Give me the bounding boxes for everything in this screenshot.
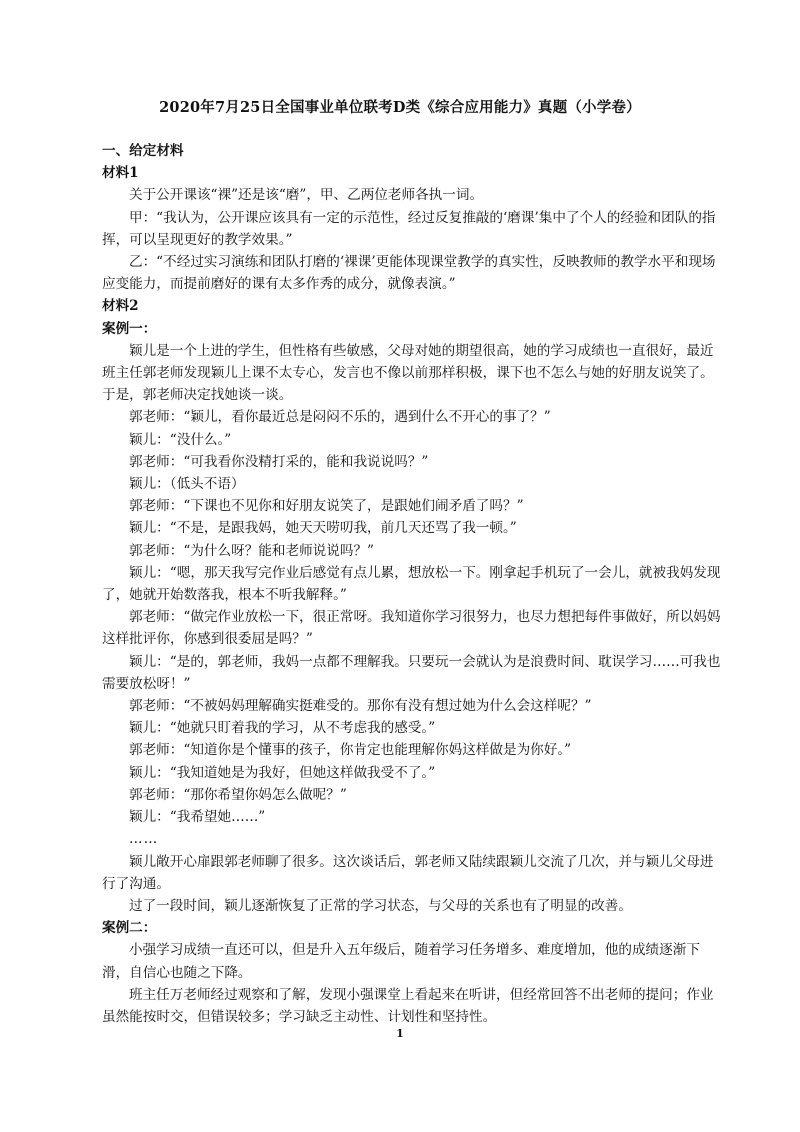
page-title: 2020年7月25日全国事业单位联考D类《综合应用能力》真题（小学卷） [159,99,641,116]
dialogue-line: 颖儿：（低头不语） [129,476,245,493]
dialogue-list [102,406,722,828]
material1-intro: 关于公开课该“裸”还是该“磨”，甲、乙两位老师各执一词。 [129,187,484,204]
dialogue-line: 颖儿：“是的，郭老师，我妈一点都不理解我。只要玩一会就认为是浪费时间、耽误学习……可我也需要放松呀！” [102,653,721,692]
dialogue-line: 颖儿：“我知道她是为我好，但她这样做我受不了。” [129,764,436,781]
dialogue-line: 郭老师：“知道你是个懂事的孩子，你肯定也能理解你妈这样做是为你好。” [129,742,572,759]
case2-paragraph-2: 班主任万老师经过观察和了解，发现小强课堂上看起来在听讲，但经常回答不出老师的提问；作业虽然能按时交，但错误较多；学习缺乏主动性、计划性和坚持性。 [102,986,714,1025]
dialogue-line: 颖儿：“没什么。” [129,431,232,448]
dialogue-line: 颖儿：“她就只盯着我的学习，从不考虑我的感受。” [129,720,436,737]
material1-yi: 乙：“不经过实习演练和团队打磨的‘裸课’更能体现课堂教学的真实性，反映教师的教学水平和现场应变能力，而提前磨好的课有太多作秀的成分，就像表演。” [102,254,716,293]
dialogue-line: 郭老师：“下课也不见你和好朋友说笑了，是跟她们闹矛盾了吗？” [129,498,524,515]
case1-intro: 颖儿是一个上进的学生，但性格有些敏感，父母对她的期望很高，她的学习成绩也一直很好，最近班主任郭老师发现颖儿上课不太专心，发言也不像以前那样积极，课下也不怎么与她的好朋友说笑了。于是，郭老师决定找她谈一谈。 [102,342,714,404]
dialogue-line: 颖儿：“嗯，那天我写完作业后感觉有点儿累，想放松一下。刚拿起手机玩了一会儿，就被我妈发现了，她就开始数落我，根本不听我解释。” [102,564,721,604]
dialogue-line: 郭老师：“可我看你没精打采的，能和我说说吗？” [129,453,429,470]
material1-heading: 材料1 [102,165,139,182]
dialogue-line: 郭老师：“做完作业放松一下，很正常呀。我知道你学习很努力，也尽力想把每件事做好，所以妈妈这样批评你，你感到很委屈是吗？” [102,609,721,648]
dialogue-line: 郭老师：“为什么呀？能和老师说说吗？” [129,542,374,559]
dialogue-line: 郭老师：“不被妈妈理解确实挺难受的。那你有没有想过她为什么会这样呢？” [129,698,592,715]
material1-jia: 甲：“我认为，公开课应该具有一定的示范性，经过反复推敲的‘磨课’集中了个人的经验和团队的指挥，可以呈现更好的教学效果。” [102,209,716,248]
dialogue-line: 颖儿：“我希望她……” [129,809,266,826]
document-body [102,140,722,1028]
case2-heading: 案例二： [102,920,157,937]
case1-after-2: 过了一段时间，颖儿逐渐恢复了正常的学习状态，与父母的关系也有了明显的改善。 [129,897,632,914]
page-number: 1 [396,1027,404,1040]
dialogue-ellipsis: …… [129,831,159,848]
case1-heading: 案例一： [102,320,157,337]
material2-heading: 材料2 [102,298,139,315]
dialogue-line: 郭老师：“那你希望你妈怎么做呢？” [129,786,347,803]
dialogue-line: 郭老师：“颖儿，看你最近总是闷闷不乐的，遇到什么不开心的事了？” [129,409,551,426]
dialogue-line: 颖儿：“不是，是跟我妈，她天天唠叨我，前几天还骂了我一顿。” [129,520,517,537]
case1-after-1: 颖儿敞开心扉跟郭老师聊了很多。这次谈话后，郭老师又陆续跟颖儿交流了几次，并与颖儿父母进行了沟通。 [102,853,714,892]
section-heading: 一、给定材料 [102,143,184,159]
case2-paragraph-1: 小强学习成绩一直还可以，但是升入五年级后，随着学习任务增多、难度增加，他的成绩逐渐下滑，自信心也随之下降。 [102,942,700,981]
